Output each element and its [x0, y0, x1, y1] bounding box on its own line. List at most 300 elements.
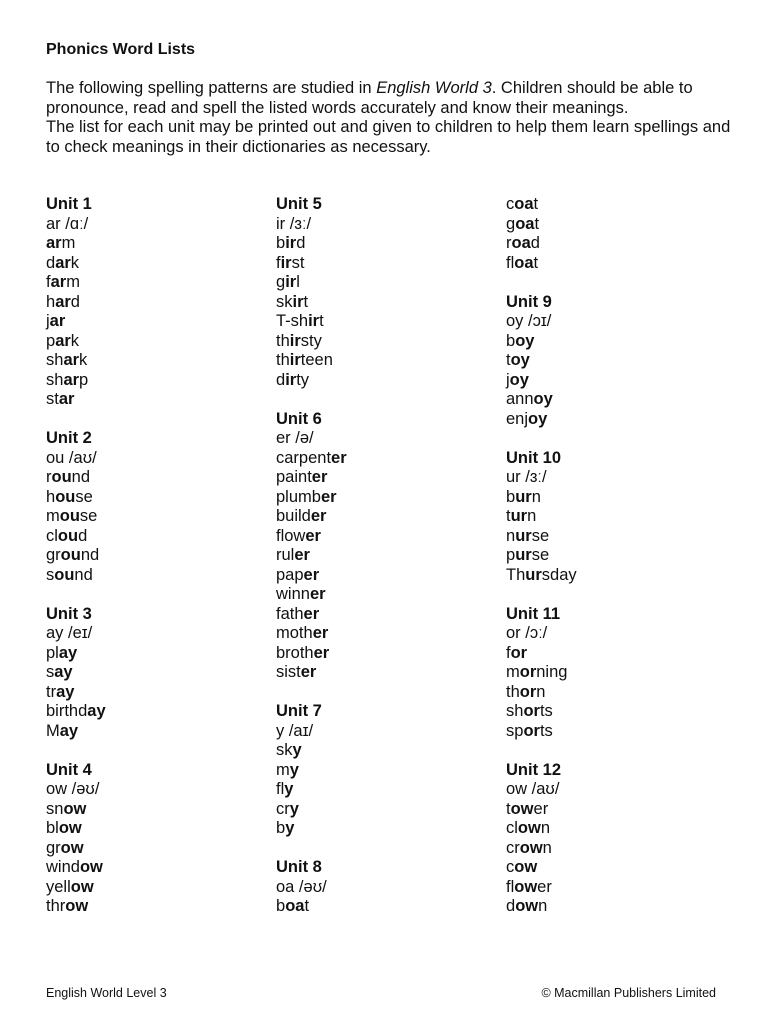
word-part: birthd — [46, 702, 88, 720]
sound-pattern: ou /aʊ/ — [46, 448, 97, 467]
word-item — [276, 624, 496, 644]
unit-heading: Unit 7 — [276, 702, 322, 720]
word-item — [276, 234, 496, 254]
footer-copyright: © Macmillan Publishers Limited — [541, 986, 716, 1000]
word-item — [506, 858, 726, 878]
word-part: d — [530, 234, 540, 252]
word-part: t — [319, 312, 324, 330]
word-part: n — [536, 682, 546, 701]
word-pattern: oa — [514, 195, 534, 213]
word-pattern: ay — [59, 721, 79, 740]
unit-heading: Unit 12 — [506, 760, 562, 779]
word-list-columns — [46, 195, 736, 935]
word-part: s — [46, 663, 55, 681]
word-pattern: er — [305, 526, 321, 545]
word-part: gr — [46, 546, 61, 564]
word-item — [506, 800, 726, 820]
word-part: n — [542, 838, 552, 857]
unit-heading: Unit 11 — [506, 604, 561, 623]
unit-heading: Unit 1 — [46, 195, 92, 213]
word-part: teen — [300, 351, 333, 369]
word-item — [506, 254, 726, 274]
word-pattern: y — [289, 760, 299, 779]
word-part: f — [276, 253, 281, 272]
unit-block — [506, 605, 726, 742]
word-item — [506, 527, 726, 547]
word-item — [276, 605, 496, 625]
word-item — [46, 644, 266, 664]
word-part: pap — [276, 565, 304, 584]
word-part: T-sh — [276, 312, 309, 330]
word-part: rul — [276, 546, 295, 564]
word-pattern: oa — [285, 897, 305, 915]
word-item — [276, 468, 496, 488]
word-pattern: ir — [308, 312, 320, 330]
word-item — [506, 878, 726, 898]
word-part: d — [276, 370, 286, 389]
word-part: ning — [536, 663, 568, 681]
word-pattern: ow — [519, 838, 543, 857]
word-pattern: ow — [70, 877, 94, 896]
word-part: n — [531, 487, 541, 506]
page-title: Phonics Word Lists — [46, 41, 196, 58]
word-pattern: ar — [55, 253, 71, 272]
word-item — [276, 800, 496, 820]
word-part: n — [506, 526, 516, 545]
word-pattern: ay — [56, 682, 75, 701]
word-item — [276, 546, 496, 566]
word-part: sh — [46, 370, 64, 389]
word-part: t — [506, 351, 511, 369]
word-pattern: er — [312, 624, 329, 642]
word-part: d — [296, 234, 306, 252]
word-part: ty — [296, 370, 310, 389]
word-part: h — [46, 292, 56, 311]
word-column-2 — [276, 195, 496, 936]
word-part: m — [61, 234, 76, 252]
word-part: M — [46, 721, 60, 740]
word-item — [46, 800, 266, 820]
word-item — [506, 683, 726, 703]
unit-block — [506, 293, 726, 430]
word-part: sk — [276, 292, 293, 311]
word-pattern: ur — [515, 546, 532, 564]
word-part: paint — [276, 468, 312, 486]
word-pattern: ow — [79, 858, 103, 876]
sound-pattern: oa /əʊ/ — [276, 877, 327, 896]
word-part: b — [276, 897, 286, 915]
word-part: flow — [276, 526, 306, 545]
word-part: se — [75, 487, 93, 506]
unit-block — [46, 761, 266, 917]
word-item — [506, 371, 726, 391]
word-item — [46, 527, 266, 547]
word-pattern: ou — [59, 507, 80, 525]
word-item — [276, 761, 496, 781]
intro-p1-before: The following spelling patterns are studied in — [46, 79, 377, 97]
word-part: th — [276, 351, 290, 369]
word-item — [506, 566, 726, 586]
word-part: sh — [506, 702, 524, 720]
word-pattern: oy — [528, 409, 548, 428]
word-part: m — [46, 507, 60, 525]
word-item — [46, 234, 266, 254]
word-pattern: oa — [514, 253, 534, 272]
unit-block — [506, 449, 726, 586]
word-pattern: oy — [510, 351, 530, 369]
word-item — [46, 546, 266, 566]
word-pattern: y — [289, 799, 299, 818]
word-part: fl — [506, 877, 515, 896]
word-part: c — [506, 858, 515, 876]
word-part: b — [276, 819, 286, 837]
word-pattern: ur — [525, 565, 542, 584]
word-pattern: ay — [54, 663, 73, 681]
word-pattern: ur — [515, 526, 532, 545]
word-item — [46, 819, 266, 839]
word-part: plumb — [276, 487, 321, 506]
word-part: th — [506, 682, 520, 701]
word-item — [46, 293, 266, 313]
word-pattern: ar — [55, 331, 71, 350]
word-part: st — [46, 390, 59, 408]
word-pattern: ow — [60, 838, 84, 857]
word-pattern: ow — [63, 799, 87, 818]
word-item — [276, 254, 496, 274]
word-part: ann — [506, 390, 534, 408]
word-part: yell — [46, 877, 71, 896]
word-part: fath — [276, 604, 304, 623]
word-item — [46, 351, 266, 371]
word-item — [46, 566, 266, 586]
word-pattern: ir — [285, 273, 297, 291]
word-part: fl — [276, 780, 285, 798]
word-part: se — [531, 526, 550, 545]
word-part: broth — [276, 643, 314, 662]
word-part: s — [46, 565, 55, 584]
word-pattern: er — [303, 604, 320, 623]
word-part: pl — [46, 643, 59, 662]
word-column-3 — [506, 195, 726, 936]
word-part: j — [46, 312, 50, 330]
word-part: p — [506, 546, 516, 564]
word-item — [276, 488, 496, 508]
word-pattern: er — [309, 585, 326, 603]
word-pattern: ow — [514, 877, 538, 896]
word-item — [506, 410, 726, 430]
word-part: d — [46, 253, 56, 272]
word-pattern: ir — [285, 234, 297, 252]
word-part: cr — [506, 838, 520, 857]
word-part: b — [506, 487, 516, 506]
intro-text — [46, 79, 736, 157]
word-pattern: ir — [289, 351, 301, 369]
word-part: sh — [46, 351, 64, 369]
word-pattern: ou — [54, 565, 75, 584]
word-pattern: ir — [285, 370, 297, 389]
sound-pattern: or /ɔː/ — [506, 624, 548, 642]
footer-left: English World Level 3 — [46, 986, 167, 1000]
unit-block — [276, 195, 496, 390]
word-item — [46, 507, 266, 527]
word-pattern: y — [292, 741, 302, 759]
word-pattern: oa — [515, 214, 535, 233]
word-part: m — [506, 663, 520, 681]
word-pattern: or — [523, 721, 540, 740]
word-item — [276, 897, 496, 917]
word-pattern: er — [331, 448, 347, 467]
word-pattern: ow — [510, 799, 534, 818]
word-part: ts — [539, 702, 553, 720]
word-part: moth — [276, 624, 313, 642]
sound-pattern: y /aɪ/ — [276, 721, 314, 740]
word-pattern: er — [310, 507, 327, 525]
word-item — [506, 488, 726, 508]
word-part: n — [527, 507, 537, 525]
word-part: sist — [276, 663, 301, 681]
word-part: sp — [506, 721, 524, 740]
word-part: sty — [300, 331, 322, 350]
word-item — [276, 566, 496, 586]
word-part: fl — [506, 253, 515, 272]
word-item — [276, 332, 496, 352]
word-part: build — [276, 507, 311, 525]
word-part: b — [506, 331, 516, 350]
word-pattern: ar — [55, 292, 71, 311]
word-item — [506, 702, 726, 722]
word-part: m — [276, 760, 290, 779]
word-pattern: ou — [55, 487, 76, 506]
word-part: se — [79, 507, 98, 525]
word-part: d — [70, 292, 80, 311]
word-part: k — [79, 351, 88, 369]
word-part: t — [533, 253, 539, 272]
word-part: sn — [46, 799, 64, 818]
word-pattern: ur — [510, 507, 528, 525]
word-item — [46, 702, 266, 722]
word-pattern: oy — [509, 370, 529, 389]
word-part: nd — [71, 468, 91, 486]
word-part: j — [506, 370, 510, 389]
word-pattern: ay — [58, 643, 78, 662]
word-part: st — [291, 253, 305, 272]
word-item — [506, 195, 726, 215]
unit-block — [46, 429, 266, 585]
word-part: t — [303, 292, 309, 311]
unit-heading: Unit 4 — [46, 760, 92, 779]
word-item — [276, 527, 496, 547]
word-item — [276, 819, 496, 839]
word-pattern: ow — [65, 897, 89, 915]
word-part: r — [506, 234, 512, 252]
intro-p1-after: . Children should be able to pronounce, read and spell the listed words accurately and know their meanings. — [46, 79, 693, 117]
word-item — [506, 332, 726, 352]
word-pattern: ow — [515, 897, 539, 915]
word-pattern: ur — [515, 487, 532, 506]
word-pattern: er — [313, 643, 330, 662]
unit-block — [276, 858, 496, 917]
word-part: er — [533, 799, 549, 818]
word-pattern: ir — [280, 253, 292, 272]
word-part: f — [506, 643, 511, 662]
word-item — [46, 878, 266, 898]
unit-block — [506, 195, 726, 273]
word-pattern: er — [320, 487, 337, 506]
unit-heading: Unit 9 — [506, 292, 552, 311]
word-part: r — [46, 468, 52, 486]
intro-paragraph-1 — [46, 79, 736, 118]
word-part: k — [70, 253, 80, 272]
word-part: m — [66, 273, 80, 291]
word-part: winn — [276, 585, 310, 603]
word-item — [276, 644, 496, 664]
unit-block — [276, 702, 496, 839]
word-part: cl — [46, 526, 58, 545]
word-part: p — [46, 331, 56, 350]
word-part: t — [506, 799, 511, 818]
word-pattern: or — [523, 702, 540, 720]
word-pattern: ar — [63, 370, 80, 389]
word-part: er — [537, 877, 552, 896]
word-part: t — [533, 195, 539, 213]
word-pattern: ir — [292, 292, 304, 311]
unit-heading: Unit 5 — [276, 195, 322, 213]
word-part: p — [79, 370, 89, 389]
word-item — [506, 351, 726, 371]
word-part: bl — [46, 819, 59, 837]
word-item — [46, 312, 266, 332]
word-pattern: ou — [51, 468, 72, 486]
word-item — [276, 293, 496, 313]
sound-pattern: ar /ɑː/ — [46, 214, 89, 233]
word-item — [276, 371, 496, 391]
word-pattern: ou — [57, 526, 79, 545]
word-part: carpent — [276, 448, 332, 467]
unit-heading: Unit 10 — [506, 448, 562, 467]
word-part: enj — [506, 409, 529, 428]
unit-block — [276, 410, 496, 683]
word-part: g — [506, 214, 516, 233]
word-pattern: oa — [511, 234, 531, 252]
word-item — [46, 254, 266, 274]
word-pattern: ar — [63, 351, 80, 369]
word-part: t — [506, 507, 511, 525]
word-part: c — [506, 195, 515, 213]
sound-pattern: oy /ɔɪ/ — [506, 312, 552, 330]
word-item — [276, 585, 496, 605]
word-column-1 — [46, 195, 266, 936]
word-pattern: oy — [515, 331, 535, 350]
word-item — [46, 683, 266, 703]
word-pattern: ow — [517, 819, 541, 837]
word-item — [506, 507, 726, 527]
word-part: sk — [276, 741, 293, 759]
word-part: t — [534, 214, 540, 233]
word-part: th — [276, 331, 290, 350]
word-part: Th — [506, 565, 526, 584]
word-pattern: er — [300, 663, 317, 681]
word-part: d — [78, 526, 88, 545]
word-item — [506, 722, 726, 742]
word-pattern: ar — [49, 312, 66, 330]
word-pattern: y — [285, 819, 295, 837]
word-pattern: or — [519, 663, 537, 681]
word-item — [506, 215, 726, 235]
unit-block — [46, 605, 266, 742]
word-part: tr — [46, 682, 57, 701]
word-item — [506, 663, 726, 683]
word-item — [46, 488, 266, 508]
word-item — [276, 351, 496, 371]
sound-pattern: ur /ɜː/ — [506, 468, 547, 486]
word-pattern: ir — [289, 331, 301, 350]
word-part: g — [276, 273, 286, 291]
word-item — [506, 546, 726, 566]
word-pattern: ay — [87, 702, 106, 720]
word-part: l — [296, 273, 300, 291]
word-item — [506, 644, 726, 664]
word-item — [276, 741, 496, 761]
sound-pattern: ay /eɪ/ — [46, 624, 93, 642]
sound-pattern: ow /aʊ/ — [506, 780, 560, 798]
word-item — [276, 273, 496, 293]
word-part: ts — [539, 721, 553, 740]
word-pattern: oy — [533, 390, 553, 408]
word-pattern: er — [311, 468, 328, 486]
word-item — [276, 449, 496, 469]
word-part: b — [276, 234, 286, 252]
unit-block — [506, 761, 726, 917]
word-part: n — [538, 897, 548, 915]
unit-heading: Unit 3 — [46, 604, 92, 623]
word-item — [506, 897, 726, 917]
word-part: thr — [46, 897, 66, 915]
sound-pattern: er /ə/ — [276, 429, 314, 447]
word-pattern: ow — [58, 819, 82, 837]
word-pattern: ou — [60, 546, 81, 564]
word-item — [506, 819, 726, 839]
word-pattern: er — [303, 565, 320, 584]
sound-pattern: ir /ɜː/ — [276, 214, 312, 233]
unit-heading: Unit 8 — [276, 858, 322, 876]
word-part: nd — [80, 546, 100, 564]
word-part: cl — [506, 819, 518, 837]
word-part: f — [46, 273, 51, 291]
book-title: English World 3 — [376, 79, 492, 97]
intro-paragraph-2: The list for each unit may be printed out and given to children to help them learn spellings and to check meanings in their dictionaries as necessary. — [46, 118, 731, 156]
word-part: t — [304, 897, 310, 915]
word-part: k — [70, 331, 80, 350]
word-item — [46, 468, 266, 488]
unit-heading: Unit 2 — [46, 429, 92, 447]
word-part: h — [46, 487, 56, 506]
word-pattern: er — [294, 546, 310, 564]
word-part: sday — [541, 565, 577, 584]
word-pattern: ar — [58, 390, 75, 408]
word-item — [276, 780, 496, 800]
word-item — [46, 371, 266, 391]
word-item — [46, 839, 266, 859]
word-pattern: ar — [46, 234, 62, 252]
word-part: n — [540, 819, 551, 837]
word-item — [46, 858, 266, 878]
word-pattern: ow — [514, 858, 538, 876]
word-part: nd — [74, 565, 93, 584]
word-item — [506, 390, 726, 410]
word-item — [276, 312, 496, 332]
word-item — [46, 332, 266, 352]
sound-pattern: ow /əʊ/ — [46, 780, 100, 798]
